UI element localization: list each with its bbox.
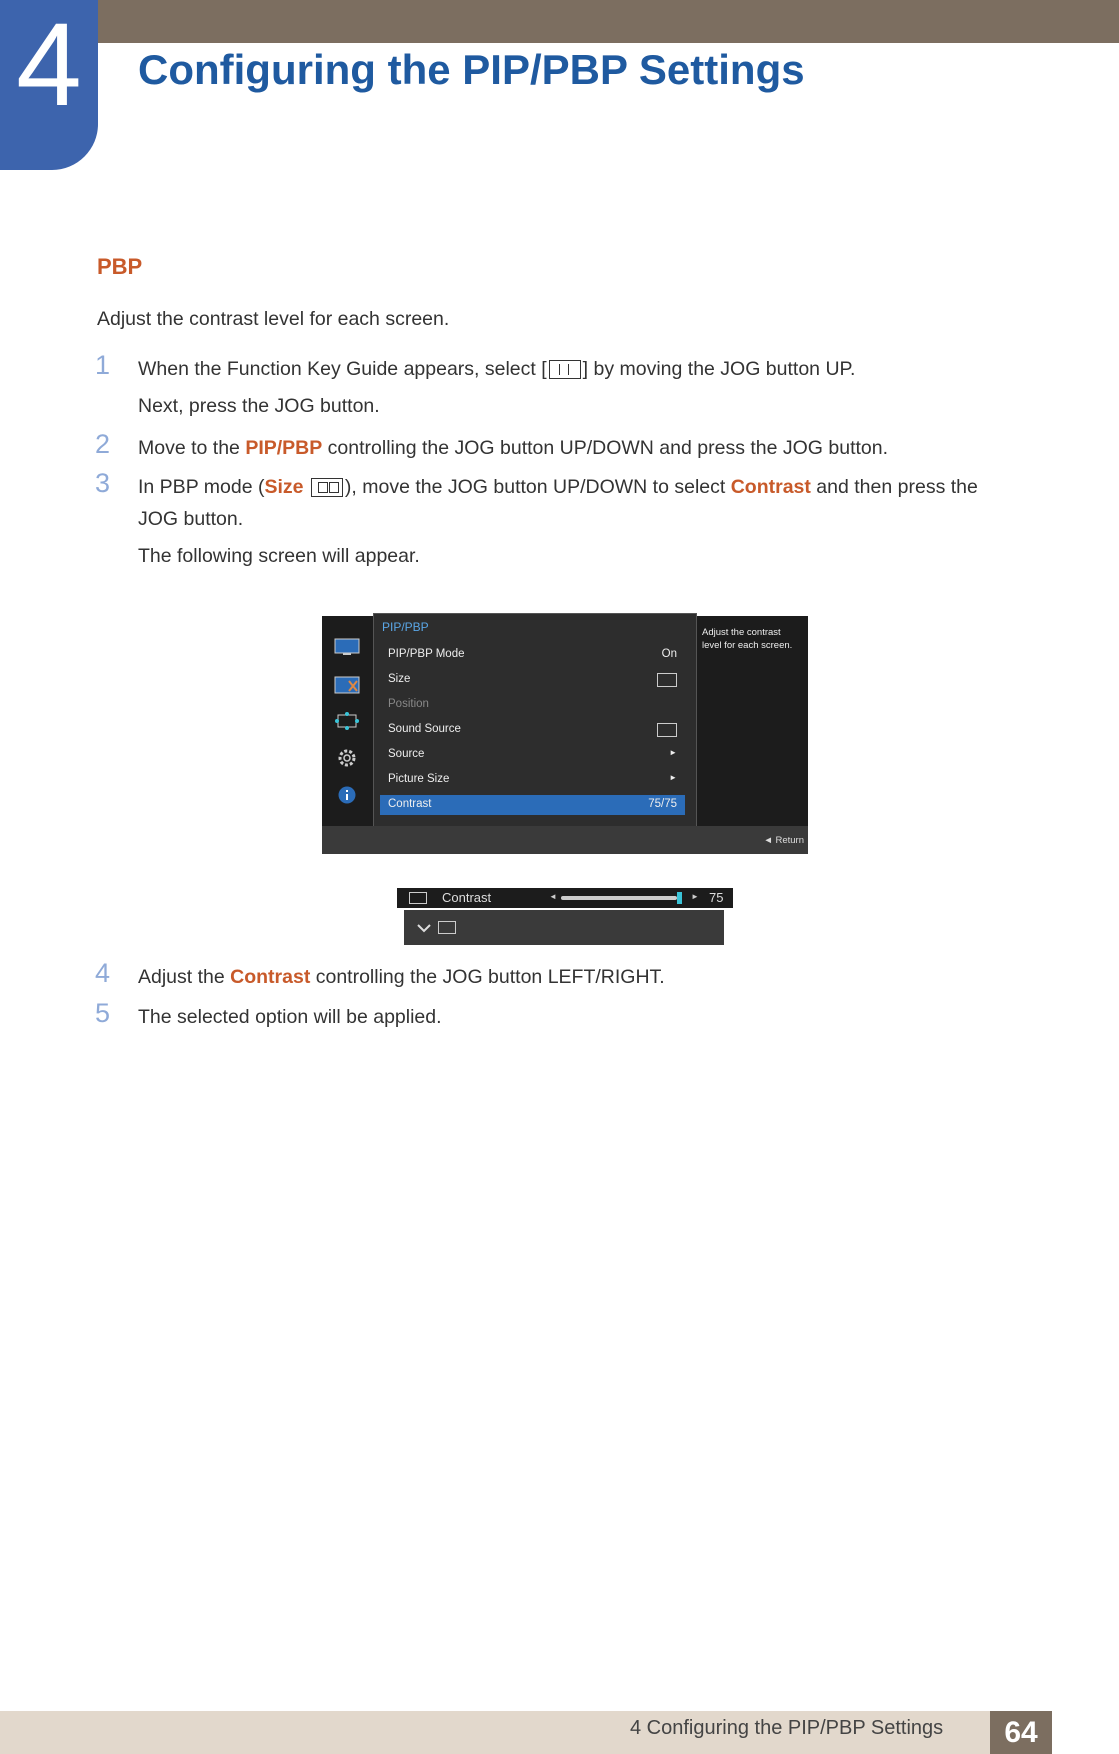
gear-icon: [334, 749, 360, 767]
contrast-value: 75: [709, 890, 724, 905]
step-2-text: Move to the PIP/PBP controlling the JOG button UP/DOWN and press the JOG button.: [138, 437, 889, 459]
pbp-size-icon: [311, 478, 343, 497]
pip-pbp-icon: [334, 676, 360, 694]
function-key-guide-icon: [549, 360, 581, 379]
osd-row-contrast[interactable]: Contrast 75/75: [380, 795, 685, 815]
picture-icon: [334, 638, 360, 656]
step-number: 4: [95, 958, 111, 988]
osd-menu: [322, 616, 808, 854]
info-icon: [334, 786, 360, 804]
contrast-slider[interactable]: [561, 896, 677, 900]
header-bar: [0, 0, 1119, 43]
section-title: PBP: [97, 254, 143, 279]
osd-row-source[interactable]: Source ►: [388, 748, 677, 760]
osd-row-pip-mode[interactable]: PIP/PBP Mode On: [388, 648, 677, 660]
return-button[interactable]: ◄ Return: [763, 835, 804, 846]
right-arrow-icon[interactable]: ►: [691, 892, 699, 901]
step-1-sub: Next, press the JOG button.: [138, 395, 380, 417]
step-number: 3: [95, 468, 111, 498]
osd-row-picture-size[interactable]: Picture Size ►: [388, 773, 677, 785]
screen-icon: [409, 892, 427, 904]
pbp-size-icon: [657, 673, 677, 687]
osd-footer: [322, 826, 808, 854]
osd-panel: [373, 613, 697, 829]
step-3-sub: The following screen will appear.: [138, 545, 420, 567]
osd-row-position: Position: [388, 698, 429, 710]
osd-sidebar: [322, 616, 372, 826]
osd-help-text: Adjust the contrast level for each screen.: [702, 627, 793, 651]
footer-text: 4 Configuring the PIP/PBP Settings: [630, 1717, 944, 1739]
left-arrow-icon[interactable]: ◄: [549, 892, 557, 901]
osd-header: PIP/PBP: [382, 620, 429, 634]
chapter-title: Configuring the PIP/PBP Settings: [138, 46, 805, 93]
jog-guide-bar: [404, 910, 724, 945]
step-number: 2: [95, 429, 111, 459]
chapter-number: 4: [0, 0, 98, 170]
sound-source-icon: [657, 723, 677, 737]
step-3-text: In PBP mode (Size ), move the JOG button UP/DOWN to select Contrast and then press the: [138, 476, 978, 498]
page-number: 64: [990, 1711, 1052, 1754]
step-4-text: Adjust the Contrast controlling the JOG button LEFT/RIGHT.: [138, 966, 665, 988]
step-number: 1: [95, 350, 111, 380]
intro-text: Adjust the contrast level for each screen.: [97, 308, 450, 330]
step-number: 5: [95, 998, 111, 1028]
step-5-text: The selected option will be applied.: [138, 1006, 442, 1028]
step-1-text: When the Function Key Guide appears, select [ ] by moving the JOG button UP.: [138, 358, 856, 380]
position-icon: [334, 712, 360, 730]
step-3-line2: JOG button.: [138, 508, 244, 530]
contrast-label: Contrast: [442, 890, 492, 905]
slider-handle[interactable]: [677, 892, 682, 904]
screen-icon: [438, 921, 456, 934]
osd-row-size[interactable]: Size: [380, 670, 685, 690]
chevron-down-icon[interactable]: [416, 922, 432, 934]
osd-row-sound-source[interactable]: Sound Source: [380, 720, 685, 740]
contrast-slider-bar: [397, 888, 733, 908]
